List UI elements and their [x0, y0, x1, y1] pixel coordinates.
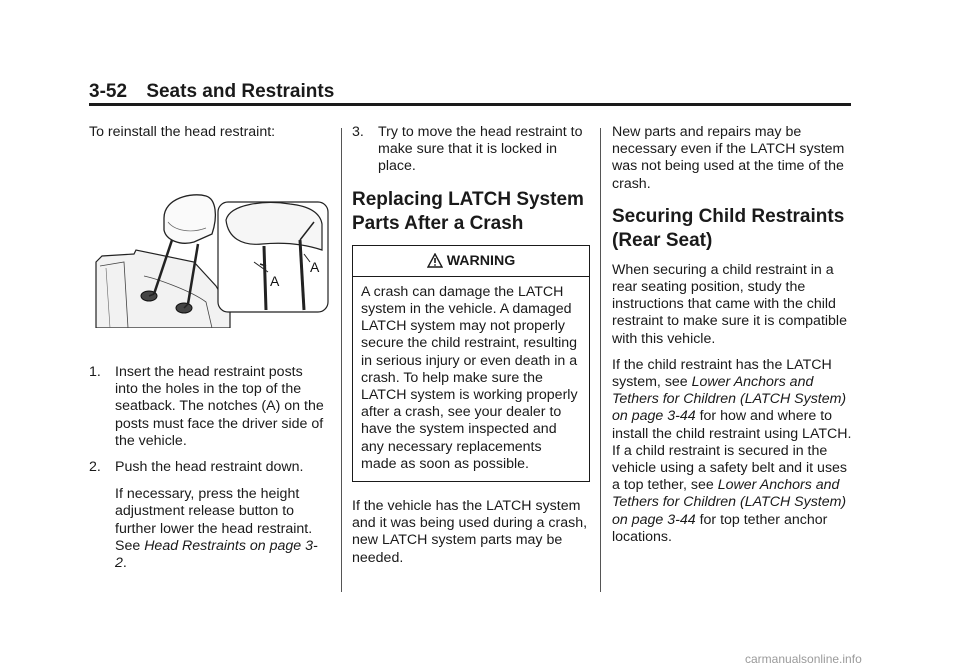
step-number: 3.	[352, 124, 364, 140]
list-item	[352, 124, 590, 176]
column-1-steps	[89, 364, 329, 572]
list-item	[89, 364, 329, 450]
step-number: 2.	[89, 459, 101, 476]
step-number: 1.	[89, 364, 101, 380]
section-heading: Replacing LATCH System Parts After a Crash	[352, 188, 584, 234]
step-cont-text: If necessary, press the height adjustment release button to further lower the head restraint. See	[115, 486, 313, 554]
paragraph-text: for top tether anchor locations.	[612, 511, 828, 545]
step-text: Insert the head restraint posts into the holes in the top of the seatback. The notches (A) on the posts must face the driver side of the vehicle.	[115, 364, 324, 449]
paragraph: If the vehicle has the LATCH system and it was being used during a crash, new LATCH system parts may be needed.	[352, 498, 588, 566]
step-text: Push the head restraint down.	[115, 459, 304, 476]
paragraph-text: for how and where to install the child restraint using LATCH. If a child restraint is secured in the vehicle using a safety belt and it uses a top tether, see	[612, 408, 852, 494]
paragraph	[612, 357, 852, 546]
step-continuation	[89, 486, 329, 572]
page-number: 3-52	[89, 81, 128, 102]
callout-label-a: A	[310, 259, 320, 275]
column-2	[352, 124, 590, 576]
intro-text: To reinstall the head restraint:	[89, 124, 276, 140]
section-heading: Securing Child Restraints (Rear Seat)	[612, 205, 845, 251]
column-1	[89, 124, 329, 150]
warning-triangle-icon	[427, 253, 443, 268]
column-divider	[600, 128, 601, 592]
warning-body: A crash can damage the LATCH system in the vehicle. A damaged LATCH system may not properly secure the child restraint, resulting in serious injury or even death in a crash. To help make sure the LATCH system is working properly after a crash, see your dealer to have the system inspected and any necessary replacements made as soon as possible.	[361, 283, 578, 472]
cross-reference-link[interactable]: Head Restraints on page 3-2	[115, 537, 318, 572]
section-title: Seats and Restraints	[146, 81, 335, 102]
page-header	[89, 81, 334, 103]
paragraph: When securing a child restraint in a rear seating position, study the instructions that came with the child restraint to make sure it is compatible with this vehicle.	[612, 261, 847, 347]
paragraph: New parts and repairs may be necessary even if the LATCH system was not being used at the time of the crash.	[612, 124, 845, 192]
warning-box	[352, 245, 590, 482]
step-cont-end: .	[122, 555, 127, 572]
watermark: carmanualsonline.info	[745, 652, 862, 666]
paragraph-text: If the child restraint has the LATCH system, see	[612, 356, 832, 391]
callout-label-a: A	[270, 273, 280, 289]
column-divider	[341, 128, 342, 592]
cross-reference-link[interactable]: Lower Anchors and Tethers for Children (LATCH System) on page 3-44	[612, 374, 847, 425]
header-rule	[89, 103, 851, 106]
list-item	[89, 459, 329, 476]
step-text: Try to move the head restraint to make sure that it is locked in place.	[378, 124, 583, 175]
head-restraint-illustration	[94, 190, 330, 333]
cross-reference-link[interactable]: Lower Anchors and Tethers for Children (LATCH System) on page 3-44	[612, 477, 847, 528]
warning-header	[353, 246, 589, 277]
column-3	[612, 124, 852, 555]
warning-title: WARNING	[446, 252, 516, 269]
